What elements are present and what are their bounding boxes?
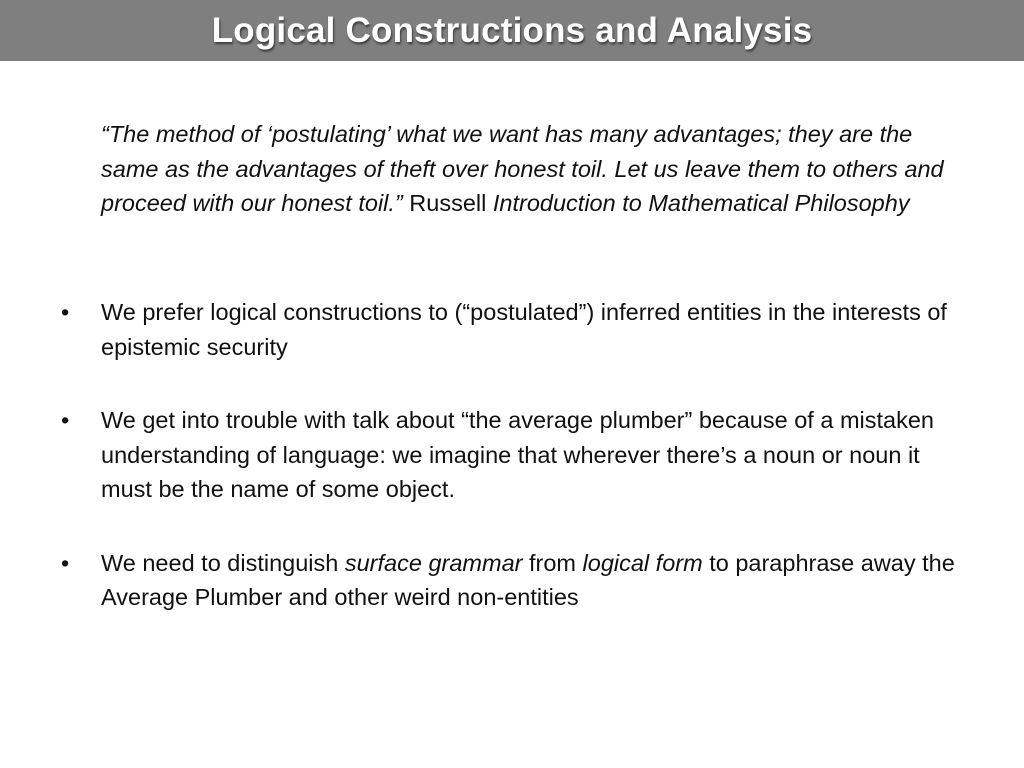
bullet-marker: • [61,299,70,325]
bullet-text: We prefer logical constructions to (“postulated”) inferred entities in the interests of epistemic security [101,299,947,360]
bullet-item-average-plumber [61,403,966,507]
term-logical-form: logical form [582,549,703,576]
bullet-marker: • [61,407,70,433]
term-surface-grammar: surface grammar [344,549,523,576]
bullet-marker: • [61,549,70,576]
slide-title: Logical Constructions and Analysis [211,11,813,50]
bullet-item-logical-constructions [61,295,966,364]
bullet-text-part: We need to distinguish [101,549,345,576]
title-bar [0,0,1024,61]
russell-quote [101,117,971,221]
bullet-text: We get into trouble with talk about “the average plumber” because of a mistaken understanding of language: we imagine that wherever there’s a noun or noun it must be the name of some object. [101,407,934,502]
bullet-text-part: to paraphrase away the Average Plumber and other weird non-entities [101,549,955,610]
bullet-list [61,295,966,654]
quote-text: “The method of ‘postulating’ what we want has many advantages; they are the same as the advantages of theft over honest toil. Let us leave them to others and proceed with our honest toil.” [101,121,944,216]
bullet-text-part: from [522,549,583,576]
quote-author: Russell [402,190,493,216]
bullet-item-surface-grammar [61,546,966,615]
quote-source: Introduction to Mathematical Philosophy [492,190,910,216]
